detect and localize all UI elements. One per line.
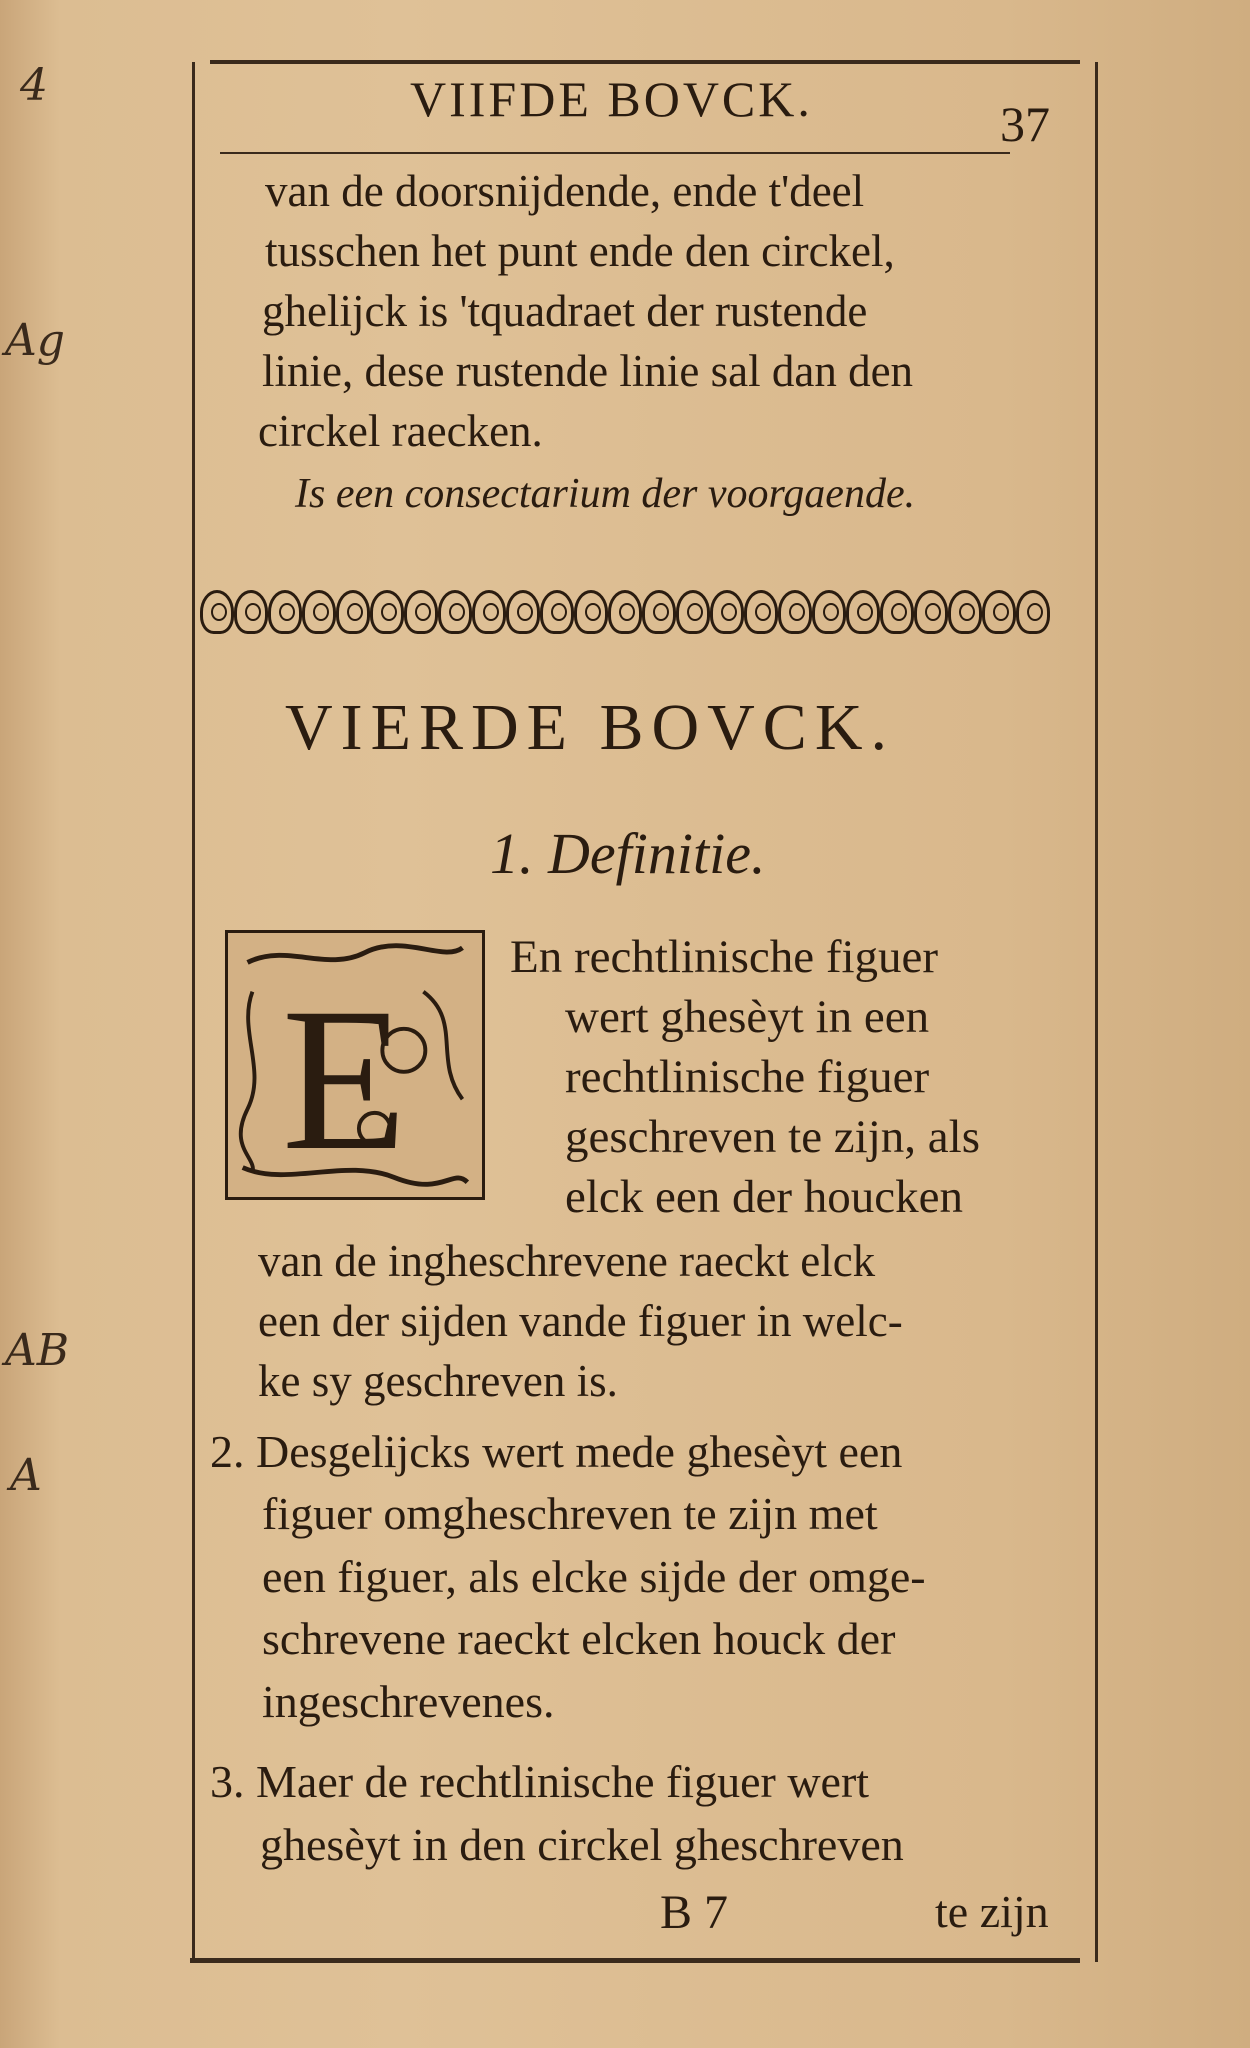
text-line: ghelijck is 'tquadraet der rustende (262, 286, 868, 336)
text-line: 3. Maer de rechtlinische figuer wert (210, 1756, 870, 1807)
text-line: wert ghesèyt in een (565, 991, 930, 1043)
initial-ornament (228, 933, 482, 1197)
header-rule (220, 152, 1010, 154)
running-head: VIIFDE BOVCK. (410, 71, 813, 127)
text-line: tusschen het punt ende den circkel, (265, 226, 895, 276)
text-line: 2. Desgelijcks wert mede ghesèyt een (210, 1426, 903, 1477)
margin-note: 4 (20, 60, 48, 111)
margin-note: Ag (5, 315, 65, 366)
text-line: figuer omgheschreven te zijn met (262, 1488, 878, 1539)
text-line: van de doorsnijdende, ende t'deel (265, 166, 865, 216)
bottom-rule (190, 1958, 1080, 1963)
text-line: ke sy geschreven is. (258, 1356, 618, 1406)
text-line: van de ingheschrevene raeckt elck (258, 1236, 876, 1286)
text-line: een der sijden vande figuer in welc- (258, 1296, 903, 1346)
initial-letter: E (281, 966, 408, 1194)
text-line: Is een consectarium der voorgaende. (295, 471, 916, 517)
text-line: een figuer, als elcke sijde der omge- (262, 1551, 926, 1602)
text-line: schrevene raeckt elcken houck der (262, 1613, 896, 1664)
top-rule (210, 60, 1080, 64)
text-line: ghesèyt in den circkel gheschreven (260, 1819, 904, 1870)
page-number: 37 (1000, 96, 1050, 152)
signature-mark: B 7 (660, 1886, 729, 1939)
decorated-initial (225, 930, 485, 1200)
section-title: VIERDE BOVCK. (285, 691, 895, 764)
definition-heading: 1. Definitie. (490, 821, 766, 886)
text-line: linie, dese rustende linie sal dan den (262, 346, 914, 396)
text-line: En rechtlinische figuer (510, 931, 939, 983)
text-line: elck een der houcken (565, 1171, 963, 1223)
catchword: te zijn (935, 1886, 1049, 1937)
ornament-band (200, 590, 1050, 640)
text-line: ingeschrevenes. (262, 1676, 555, 1727)
margin-note: A (10, 1450, 42, 1501)
text-line: circkel raecken. (258, 406, 543, 456)
margin-note: AB (5, 1325, 70, 1376)
text-line: rechtlinische figuer (565, 1051, 930, 1103)
text-line: geschreven te zijn, als (565, 1111, 980, 1163)
